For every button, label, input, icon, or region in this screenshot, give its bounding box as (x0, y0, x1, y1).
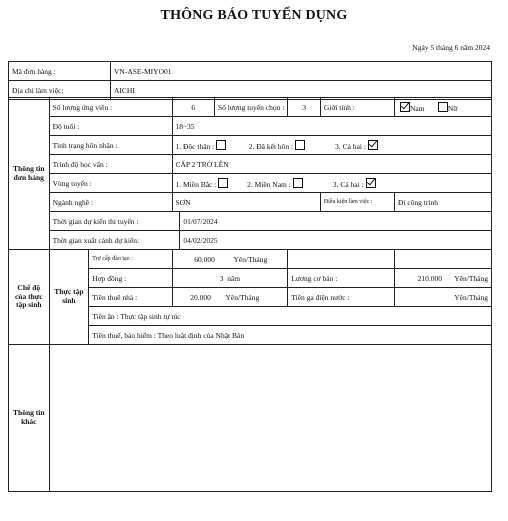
age-row (9, 117, 492, 136)
candidates-value: 6 (172, 98, 214, 117)
region-row (9, 174, 492, 193)
order-label: Mã đơn hàng : (9, 62, 111, 81)
food-text: Tiền ăn : Thực tập sinh tự túc (89, 307, 492, 326)
exam-date-value: 01/07/2024 (180, 212, 492, 231)
section-other: Thông tin khác (9, 345, 50, 492)
work-condition-label: Điều kiện làm việc : (320, 193, 394, 212)
order-row (9, 62, 492, 81)
exam-date-label: Thời gian dự kiến thi tuyển : (49, 212, 180, 231)
selected-label: Số lượng tuyển chọn : (214, 98, 287, 117)
region-opt3-checkbox[interactable] (366, 178, 376, 188)
header-table (8, 61, 492, 100)
marital-opt2-checkbox[interactable] (295, 140, 305, 150)
contract-value: 3 (219, 273, 224, 283)
education-value: CẤP 2 TRỞ LÊN (172, 155, 492, 174)
base-salary-unit: Yên/Tháng (454, 273, 488, 283)
job-label: Ngành nghề : (49, 193, 172, 212)
region-label: Vùng tuyển : (49, 174, 172, 193)
marital-opt1-checkbox[interactable] (216, 140, 226, 150)
marital-opt1-label: 1. Độc thân : (175, 141, 215, 151)
job-row (9, 193, 492, 212)
contract-unit: năm (227, 273, 241, 283)
gender-male-label: Nam (409, 103, 425, 113)
marital-label: Tình trạng hôn nhân : (49, 136, 172, 155)
marital-options (172, 136, 492, 155)
selected-value: 3 (288, 98, 320, 117)
order-value: VN-ASE-MIYO01 (111, 62, 492, 81)
region-options (172, 174, 492, 193)
region-opt1-checkbox[interactable] (218, 178, 228, 188)
age-label: Độ tuổi : (49, 117, 172, 136)
training-allowance-cell (172, 250, 288, 269)
training-allowance-blank (288, 250, 395, 269)
training-allowance-blank-2 (394, 250, 491, 269)
contract-label: Hợp đồng : (89, 269, 172, 288)
rent-cell (172, 288, 288, 307)
education-row (9, 155, 492, 174)
utilities-label: Tiền ga điện nước : (288, 288, 395, 307)
departure-row (9, 231, 492, 250)
training-allowance-unit: Yên/Tháng (233, 254, 268, 264)
region-opt2-label: 2. Miền Nam : (247, 179, 291, 189)
workplace-value: AICHI (111, 81, 492, 100)
base-salary-value: 210.000 (417, 273, 442, 283)
marital-opt3-checkbox[interactable] (368, 140, 378, 150)
marital-opt2-label: 2. Đã kết hôn : (248, 141, 294, 151)
gender-female-label: Nữ (447, 103, 458, 113)
section-order-info: Thông tin đơn hàng (9, 98, 50, 250)
rent-label: Tiền thuê nhà : (89, 288, 172, 307)
gender-label: Giới tính : (320, 98, 394, 117)
workplace-label: Địa chỉ làm việc: (9, 81, 111, 100)
page-title: THÔNG BÁO TUYỂN DỤNG (160, 8, 348, 23)
utilities-unit: Yên/Tháng (454, 292, 488, 302)
gender-options (394, 98, 491, 117)
region-opt1-label: 1. Miền Bắc : (175, 179, 217, 189)
tax-text: Tiền thuế, bảo hiểm : Theo luật định của Nhật Bản (89, 326, 492, 345)
training-allowance-row (9, 250, 492, 269)
recruitment-form (8, 97, 492, 492)
region-opt3-label: 3. Cả hai : (332, 179, 364, 189)
exam-date-row (9, 212, 492, 231)
section-intern: Thực tập sinh (49, 250, 89, 345)
rent-unit: Yên/Tháng (225, 292, 260, 302)
other-info-content (49, 345, 491, 492)
gender-female-checkbox[interactable] (438, 102, 448, 112)
quantity-row (9, 98, 492, 117)
departure-label: Thời gian xuất cảnh dự kiến: (49, 231, 180, 250)
other-info-row (9, 345, 492, 492)
departure-value: 04/02/2025 (180, 231, 492, 250)
region-opt2-checkbox[interactable] (293, 178, 303, 188)
utilities-cell (394, 288, 491, 307)
gender-male-checkbox[interactable] (400, 102, 410, 112)
work-condition-value: Đi công trình (394, 193, 491, 212)
contract-cell (172, 269, 288, 288)
marital-row (9, 136, 492, 155)
notice-date: Ngày 5 tháng 6 năm 2024 (412, 43, 490, 52)
education-label: Trình độ học vấn : (49, 155, 172, 174)
base-salary-cell (394, 269, 491, 288)
age-value: 18~35 (172, 117, 492, 136)
job-value: SƠN (172, 193, 320, 212)
candidates-label: Số lượng ứng viên : (49, 98, 172, 117)
rent-value: 20.000 (190, 292, 211, 302)
training-allowance-label: Trợ cấp đào tạo : (89, 250, 172, 269)
section-regime: Chế độ của thực tập sinh (9, 250, 50, 345)
training-allowance-value: 60.000 (194, 254, 215, 264)
marital-opt3-label: 3. Cả hai : (335, 141, 366, 151)
base-salary-label: Lương cơ bản : (288, 269, 395, 288)
